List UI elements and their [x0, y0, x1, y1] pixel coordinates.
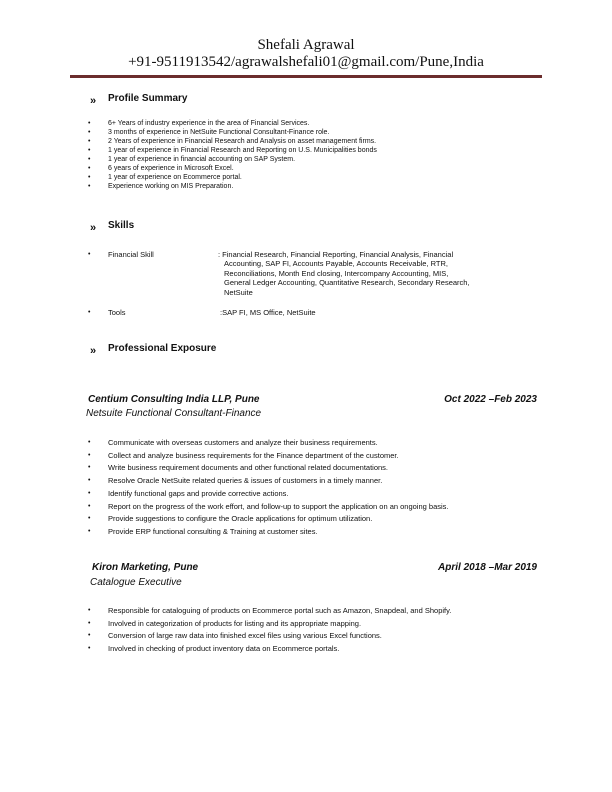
job-responsibilities: [88, 605, 548, 656]
job-responsibilities: [88, 437, 548, 539]
job-dates: April 2018 –Mar 2019: [438, 562, 537, 573]
list-item: • 1 year of experience in Financial Research and Reporting on U.S. Municipalities bonds: [88, 147, 377, 154]
bullet-icon: •: [88, 120, 91, 127]
section-arrow-icon: »: [90, 222, 97, 234]
bullet-icon: •: [88, 477, 91, 485]
tools-value: :SAP FI, MS Office, NetSuite: [220, 308, 316, 317]
professional-exposure-heading: Professional Exposure: [108, 343, 217, 354]
bullet-icon: •: [88, 439, 91, 446]
bullet-icon: •: [88, 174, 91, 181]
list-item: • 1 year of experience in financial accounting on SAP System.: [88, 156, 296, 163]
list-item: • Identify functional gaps and provide corrective actions.: [108, 488, 548, 501]
list-item: • Report on the progress of the work effort, and follow-up to support the application on an ongoing basis.: [108, 501, 548, 514]
list-item: • Collect and analyze business requirements for the Finance department of the customer.: [108, 450, 548, 463]
financial-skill-value: : Financial Research, Financial Reporting, Financial Analysis, Financial Accounting, SAP FI, Accounts Payable, Accounts Receivable, RTR, Reconciliations, Month End closing, Intercompany Accounting, MIS, General Ledger Accounting, Quantitative Research, Secondary Research, NetSuite: [218, 250, 470, 297]
job-company: Centium Consulting India LLP, Pune: [88, 394, 260, 405]
bullet-icon: •: [88, 632, 91, 640]
bullet-icon: •: [88, 515, 91, 523]
list-item: • Provide suggestions to configure the Oracle applications for optimum utilization.: [108, 513, 548, 526]
job-dates: Oct 2022 –Feb 2023: [444, 394, 537, 405]
financial-skill-label: Financial Skill: [108, 250, 154, 259]
profile-summary-list: [88, 119, 528, 191]
profile-summary-heading: Profile Summary: [108, 93, 188, 104]
list-item: • Experience working on MIS Preparation.: [88, 183, 234, 190]
list-item: • Resolve Oracle NetSuite related queries & issues of customers in a timely manner.: [108, 475, 548, 488]
section-arrow-icon: »: [90, 95, 97, 107]
list-item: • Responsible for cataloguing of products on Ecommerce portal such as Amazon, Snapdeal, and Shopify.: [108, 605, 548, 618]
candidate-name: Shefali Agrawal: [257, 37, 355, 53]
bullet-icon: •: [88, 619, 91, 627]
header-divider: [70, 75, 542, 78]
bullet-icon: •: [88, 138, 91, 145]
bullet-icon: •: [88, 489, 91, 497]
bullet-icon: •: [88, 165, 91, 172]
list-item: • Involved in categorization of products for listing and its appropriate mapping.: [108, 618, 548, 631]
list-item: • 2 Years of experience in Financial Research and Analysis on asset management firms.: [88, 138, 377, 145]
bullet-icon: •: [88, 156, 91, 163]
bullet-icon: •: [88, 147, 91, 154]
bullet-icon: •: [88, 502, 91, 510]
bullet-icon: •: [88, 527, 91, 535]
bullet-icon: •: [88, 645, 91, 653]
contact-line: +91-9511913542/agrawalshefali01@gmail.com/Pune,India: [128, 54, 484, 70]
list-item: • 6 years of experience in Microsoft Excel.: [88, 165, 234, 172]
list-item: • 6+ Years of industry experience in the area of Financial Services.: [88, 120, 310, 127]
list-item: • Conversion of large raw data into finished excel files using various Excel functions.: [108, 630, 548, 643]
bullet-icon: •: [88, 607, 91, 614]
skills-heading: Skills: [108, 220, 135, 231]
bullet-icon: •: [88, 451, 91, 459]
bullet-icon: •: [88, 251, 91, 258]
job-role: Catalogue Executive: [90, 577, 182, 588]
job-role: Netsuite Functional Consultant-Finance: [86, 408, 262, 419]
tools-label: Tools: [108, 308, 126, 317]
list-item: • Write business requirement documents and other functional related documentations.: [108, 462, 548, 475]
bullet-icon: •: [88, 183, 91, 190]
bullet-icon: •: [88, 129, 91, 136]
list-item: • 3 months of experience in NetSuite Functional Consultant-Finance role.: [88, 129, 330, 136]
bullet-icon: •: [88, 464, 91, 472]
bullet-icon: •: [88, 309, 91, 316]
job-company: Kiron Marketing, Pune: [92, 562, 199, 573]
section-arrow-icon: »: [90, 345, 97, 357]
list-item: • 1 year of experience on Ecommerce portal.: [88, 174, 242, 181]
list-item: • Communicate with overseas customers and analyze their business requirements.: [108, 437, 548, 450]
list-item: • Provide ERP functional consulting & Training at customer sites.: [108, 526, 548, 539]
list-item: • Involved in checking of product inventory data on Ecommerce portals.: [108, 643, 548, 656]
